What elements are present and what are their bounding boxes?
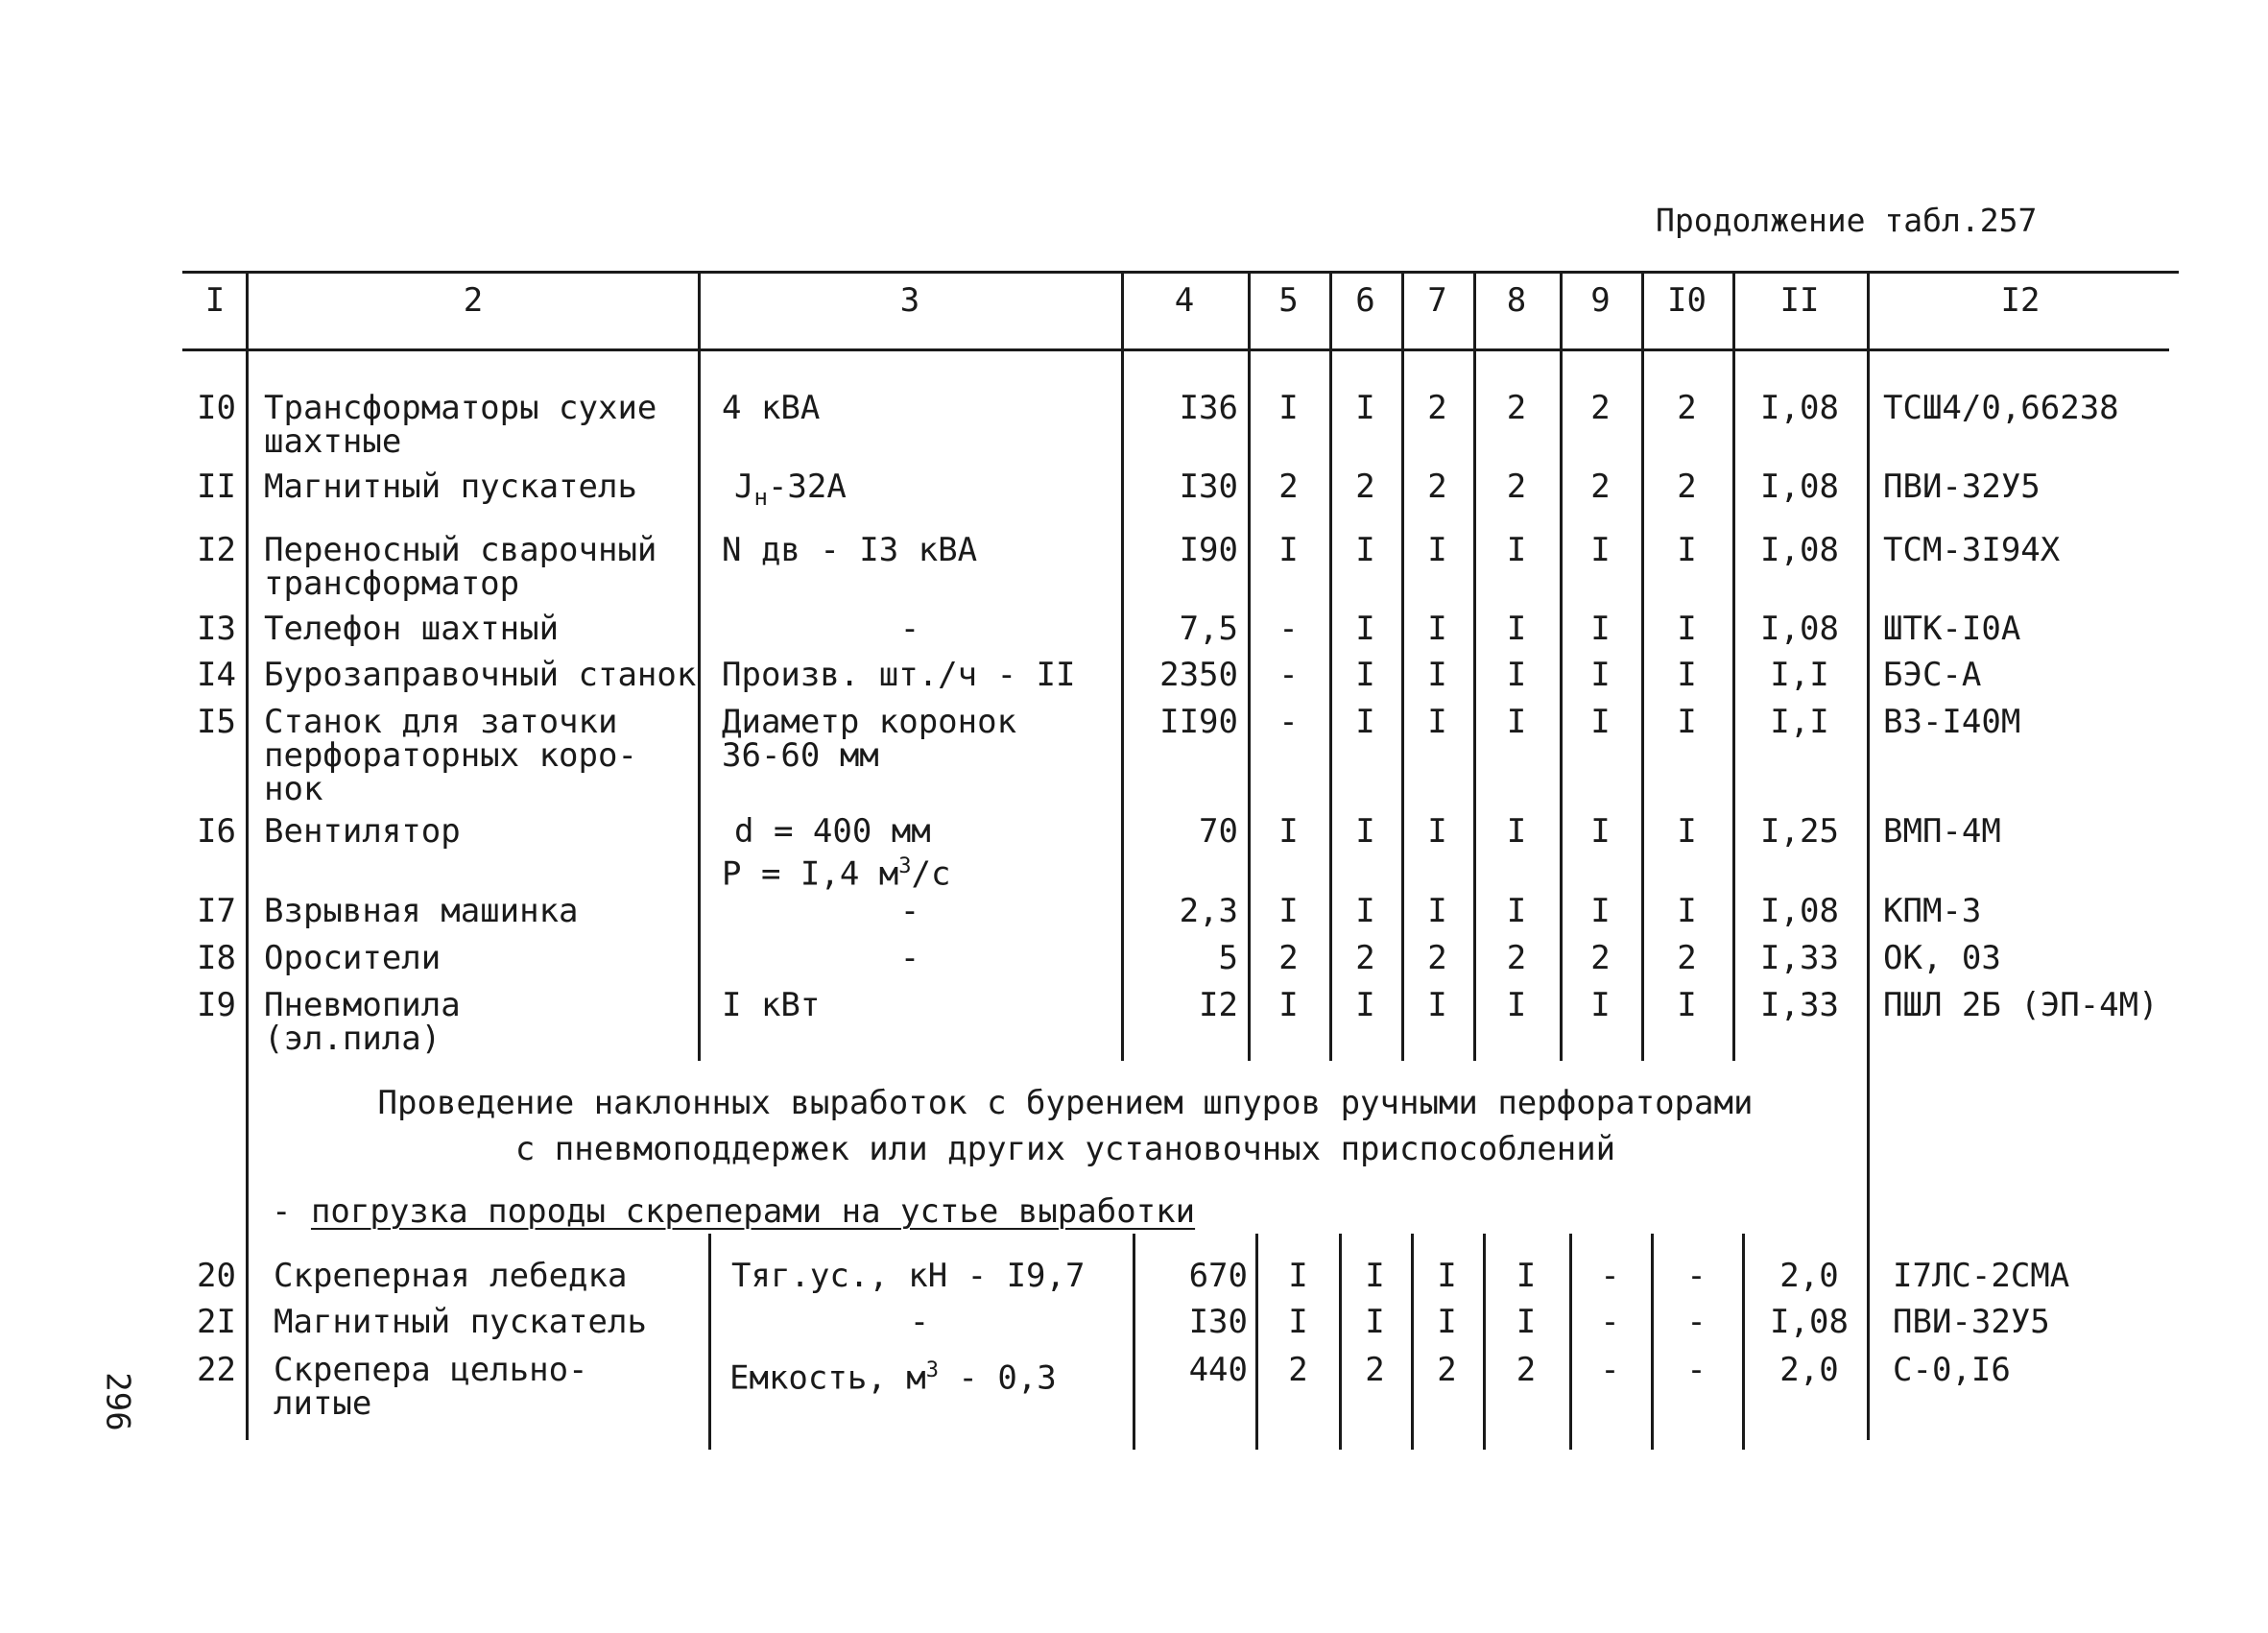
count-c8: I [1506,986,1527,1024]
item-name: Скрепера цельно- литые [274,1351,588,1423]
count-c5: I [1288,1303,1308,1341]
row-number: I9 [197,986,236,1024]
power-value: I90 [1179,531,1238,569]
item-spec: 4 кВА [722,389,821,427]
coefficient-value: I,33 [1760,939,1839,977]
coefficient-value: I,08 [1770,1303,1849,1341]
column-divider [1742,1234,1745,1450]
row-number: I8 [197,939,236,977]
count-c5: - [1278,656,1299,694]
coefficient-value: I,08 [1760,610,1839,648]
count-c8: I [1516,1303,1537,1341]
item-name: Переносный сварочный трансформатор [264,531,657,603]
row-number: I3 [197,610,236,648]
column-header: 2 [463,281,484,320]
count-c10: I [1677,656,1697,694]
count-c5: I [1288,1257,1308,1295]
column-divider [708,1234,711,1450]
count-c8: I [1506,703,1527,741]
count-c9: 2 [1590,468,1611,506]
count-c10: - [1686,1303,1707,1341]
count-c9: - [1600,1351,1620,1389]
count-c6: I [1355,703,1375,741]
item-spec: Произв. шт./ч - II [722,656,1076,694]
power-value: 5 [1218,939,1238,977]
count-c7: I [1427,812,1447,851]
count-c7: I [1427,656,1447,694]
item-spec: $J_н-32А$ [734,468,847,511]
item-spec: - [899,892,920,930]
item-spec: Диаметр коронок 36-60 мм [722,703,1017,775]
row-number: I4 [197,656,236,694]
count-c5: 2 [1278,939,1299,977]
power-value: I30 [1188,1303,1248,1341]
count-c9: I [1590,610,1611,648]
table-caption: Продолжение табл.257 [1656,202,2038,239]
count-c5: - [1278,703,1299,741]
row-number: II [197,468,236,506]
count-c6: I [1355,812,1375,851]
column-header: I0 [1667,281,1707,320]
row-number: 2I [197,1303,236,1341]
column-header: I [204,281,226,320]
count-c8: I [1516,1257,1537,1295]
model-value: ШТК-I0А [1883,610,2021,648]
coefficient-value: 2,0 [1779,1351,1839,1389]
model-value: ОК, 03 [1883,939,2001,977]
coefficient-value: I,08 [1760,892,1839,930]
item-name: Взрывная машинка [264,892,579,930]
count-c10: 2 [1677,389,1697,427]
count-c8: 2 [1506,389,1527,427]
coefficient-value: I,08 [1760,468,1839,506]
column-header: 7 [1427,281,1447,320]
model-value: ПВИ-32У5 [1893,1303,2050,1341]
header-top-rule [182,271,2179,274]
count-c8: I [1506,656,1527,694]
count-c9: 2 [1590,389,1611,427]
column-header: 5 [1278,281,1299,320]
item-spec: - [899,939,920,977]
count-c10: 2 [1677,939,1697,977]
coefficient-value: I,33 [1760,986,1839,1024]
power-value: I30 [1179,468,1238,506]
item-spec: Тяг.ус., кН - I9,7 [731,1257,1086,1295]
count-c7: 2 [1427,389,1447,427]
column-header: I2 [2000,281,2041,320]
power-value: I36 [1179,389,1238,427]
row-number: 22 [197,1351,236,1389]
count-c9: I [1590,812,1611,851]
count-c10: - [1686,1351,1707,1389]
count-c6: I [1355,892,1375,930]
count-c7: I [1427,531,1447,569]
count-c7: I [1427,610,1447,648]
column-header: 9 [1590,281,1611,320]
count-c6: I [1355,656,1375,694]
count-c5: I [1278,986,1299,1024]
item-spec: I кВт [722,986,821,1024]
column-header: 3 [899,281,920,320]
column-divider [1732,271,1735,1061]
item-spec: Емкость, $м^3 - 0,3$ [729,1358,1057,1398]
model-value: С-0,I6 [1893,1351,2011,1389]
count-c6: I [1355,389,1375,427]
count-c9: I [1590,986,1611,1024]
count-c9: I [1590,531,1611,569]
count-c6: I [1365,1257,1385,1295]
count-c8: 2 [1506,939,1527,977]
page-number: 296 [98,1372,137,1431]
count-c9: I [1590,703,1611,741]
count-c6: I [1365,1303,1385,1341]
coefficient-value: I,08 [1760,389,1839,427]
power-value: 70 [1199,812,1238,851]
item-name: Трансформаторы сухие шахтные [264,389,657,461]
item-name: Магнитный пускатель [264,468,637,506]
item-name: Вентилятор [264,812,461,851]
count-c6: I [1355,531,1375,569]
count-c10: I [1677,986,1697,1024]
count-c10: 2 [1677,468,1697,506]
item-spec: d = 400 мм [734,812,931,851]
model-value: ВЗ-I40М [1883,703,2021,741]
count-c10: I [1677,531,1697,569]
section-heading-line-1: Проведение наклонных выработок с бурением шпуров ручными перфораторами [377,1084,1754,1122]
subheading-text: погрузка породы скреперами на устье выработки [310,1192,1196,1231]
power-value: I2 [1199,986,1238,1024]
item-name: Оросители [264,939,442,977]
row-number: I5 [197,703,236,741]
model-value: ПВИ-32У5 [1883,468,2041,506]
count-c7: I [1427,892,1447,930]
row-number: I7 [197,892,236,930]
item-name: Пневмопила (эл.пила) [264,986,461,1058]
subheading-dash: - [272,1192,311,1231]
count-c9: - [1600,1303,1620,1341]
count-c8: I [1506,892,1527,930]
count-c5: - [1278,610,1299,648]
count-c8: I [1506,812,1527,851]
count-c6: I [1355,610,1375,648]
model-value: I7ЛС-2СМА [1893,1257,2070,1295]
power-value: 440 [1188,1351,1248,1389]
count-c9: - [1600,1257,1620,1295]
model-value: ТСМ-3I94X [1883,531,2061,569]
model-value: КПМ-3 [1883,892,1982,930]
count-c7: I [1427,986,1447,1024]
row-number: I6 [197,812,236,851]
power-value: 2350 [1159,656,1238,694]
item-name: Телефон шахтный [264,610,560,648]
count-c10: I [1677,703,1697,741]
count-c6: 2 [1365,1351,1385,1389]
count-c10: I [1677,812,1697,851]
column-divider [1867,271,1870,1440]
column-header: 6 [1355,281,1375,320]
column-header: II [1779,281,1820,320]
count-c8: I [1506,531,1527,569]
count-c9: I [1590,892,1611,930]
count-c8: 2 [1506,468,1527,506]
count-c7: I [1437,1303,1457,1341]
item-name: Бурозаправочный станок [264,656,697,694]
count-c6: 2 [1355,468,1375,506]
item-name: Магнитный пускатель [274,1303,647,1341]
item-spec: N дв - I3 кВА [722,531,978,569]
count-c7: I [1427,703,1447,741]
count-c8: 2 [1516,1351,1537,1389]
count-c5: I [1278,892,1299,930]
model-value: ПШЛ 2Б (ЭП-4М) [1883,986,2159,1024]
subheading [272,1192,1195,1231]
section-heading-line-2: с пневмоподдержек или других установочных приспособлений [514,1130,1616,1168]
item-spec: Р = I,4 $м^3/с$ [722,854,951,894]
count-c5: I [1278,812,1299,851]
count-c6: 2 [1355,939,1375,977]
count-c5: 2 [1288,1351,1308,1389]
count-c10: - [1686,1257,1707,1295]
power-value: 7,5 [1179,610,1238,648]
header-bottom-rule [182,348,2169,351]
count-c6: I [1355,986,1375,1024]
count-c10: I [1677,610,1697,648]
count-c7: 2 [1427,468,1447,506]
count-c8: I [1506,610,1527,648]
model-value: ТСШ4/0,66238 [1883,389,2119,427]
column-divider [246,271,249,1440]
row-number: I2 [197,531,236,569]
coefficient-value: I,I [1770,656,1829,694]
power-value: 670 [1188,1257,1248,1295]
count-c7: I [1437,1257,1457,1295]
count-c7: 2 [1437,1351,1457,1389]
count-c5: 2 [1278,468,1299,506]
item-spec: - [899,610,920,648]
row-number: I0 [197,389,236,427]
item-name: Скреперная лебедка [274,1257,628,1295]
power-value: 2,3 [1179,892,1238,930]
count-c9: I [1590,656,1611,694]
column-header: 8 [1506,281,1527,320]
coefficient-value: I,25 [1760,812,1839,851]
count-c7: 2 [1427,939,1447,977]
column-header: 4 [1174,281,1195,320]
coefficient-value: I,I [1770,703,1829,741]
item-name: Станок для заточки перфораторных коро- нок [264,703,637,808]
model-value: ВМП-4М [1883,812,2001,851]
coefficient-value: I,08 [1760,531,1839,569]
count-c5: I [1278,531,1299,569]
row-number: 20 [197,1257,236,1295]
item-spec: - [909,1303,930,1341]
count-c10: I [1677,892,1697,930]
power-value: II90 [1159,703,1238,741]
count-c5: I [1278,389,1299,427]
model-value: БЭС-А [1883,656,1982,694]
count-c9: 2 [1590,939,1611,977]
coefficient-value: 2,0 [1779,1257,1839,1295]
